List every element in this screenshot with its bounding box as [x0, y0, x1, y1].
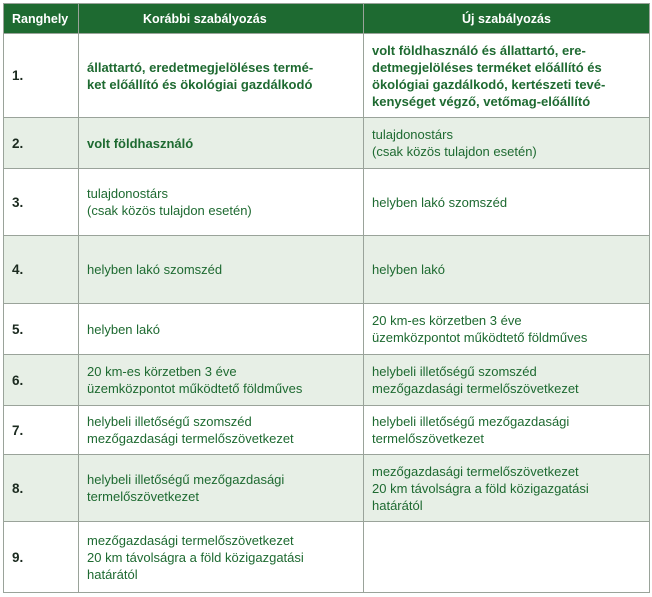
previous-regulation-cell [79, 236, 364, 304]
cell-line: mezőgazdasági termelőszövetkezet [372, 463, 579, 479]
cell-line: volt földhasználó [87, 135, 194, 151]
rank-cell: 7. [4, 406, 79, 455]
cell-line: helyben lakó szomszéd [372, 194, 508, 210]
cell-line: 20 km-es körzetben 3 éve [87, 364, 237, 379]
previous-regulation-cell [79, 169, 364, 236]
rank-cell: 3. [4, 169, 79, 236]
previous-regulation-cell [79, 34, 364, 118]
cell-line: helybeli illetőségű szomszéd [87, 414, 252, 429]
cell-line: mezőgazdasági termelőszövetkezet [87, 532, 294, 548]
previous-regulation-cell [79, 522, 364, 593]
cell-line: helybeli illetőségű mezőgazdasági [372, 414, 570, 429]
column-header-new-regulation: Új szabályozás [364, 4, 650, 34]
rank-cell: 2. [4, 118, 79, 169]
new-regulation-cell [364, 522, 650, 593]
cell-line: 20 km távolságra a föld közigazgatási [87, 549, 304, 565]
cell-line: határától [372, 497, 423, 513]
previous-regulation-cell [79, 304, 364, 355]
cell-line: üzemközpontot működtető földműves [87, 381, 303, 396]
table-row [4, 169, 650, 236]
cell-line: helybeli illetőségű mezőgazdasági [87, 472, 285, 487]
table-row [4, 522, 650, 593]
new-regulation-cell [364, 34, 650, 118]
ranking-comparison-table [3, 3, 650, 593]
previous-regulation-cell [79, 455, 364, 522]
previous-regulation-cell [79, 118, 364, 169]
rank-cell: 9. [4, 522, 79, 593]
table-header-row [4, 4, 650, 34]
new-regulation-cell [364, 169, 650, 236]
cell-line: termelőszövetkezet [372, 431, 484, 446]
rank-cell: 5. [4, 304, 79, 355]
cell-line: ökológiai gazdálkodó, kertészeti tevé- [372, 76, 606, 92]
cell-line: helyben lakó szomszéd [87, 262, 223, 277]
table-row [4, 34, 650, 118]
rank-cell: 4. [4, 236, 79, 304]
rank-cell: 8. [4, 455, 79, 522]
cell-line: állattartó, eredetmegjelöléses termé- [87, 59, 314, 75]
table-row [4, 406, 650, 455]
table-row [4, 455, 650, 522]
table-row [4, 118, 650, 169]
column-header-previous-regulation: Korábbi szabályozás [79, 4, 364, 34]
cell-line: mezőgazdasági termelőszövetkezet [372, 381, 579, 396]
cell-line: üzemközpontot működtető földműves [372, 330, 588, 345]
new-regulation-cell [364, 304, 650, 355]
cell-line: helyben lakó [372, 262, 445, 277]
cell-line: határától [87, 566, 138, 582]
rank-cell: 6. [4, 355, 79, 406]
table-row [4, 304, 650, 355]
new-regulation-cell [364, 455, 650, 522]
previous-regulation-cell [79, 406, 364, 455]
column-header-rank: Ranghely [4, 4, 79, 34]
cell-line: helyben lakó [87, 321, 160, 337]
cell-line: mezőgazdasági termelőszövetkezet [87, 431, 294, 446]
cell-line: 20 km-es körzetben 3 éve [372, 313, 522, 328]
new-regulation-cell [364, 118, 650, 169]
new-regulation-cell [364, 236, 650, 304]
cell-line: tulajdonostárs [87, 186, 168, 201]
rank-cell: 1. [4, 34, 79, 118]
table-row [4, 355, 650, 406]
cell-line: termelőszövetkezet [87, 489, 199, 504]
table-row [4, 236, 650, 304]
cell-line: kenységet végző, vetőmag-előállító [372, 93, 591, 109]
cell-line: 20 km távolságra a föld közigazgatási [372, 480, 589, 496]
cell-line: helybeli illetőségű szomszéd [372, 364, 537, 379]
previous-regulation-cell [79, 355, 364, 406]
cell-line: ket előállító és ökológiai gazdálkodó [87, 76, 313, 92]
cell-line: detmegjelöléses terméket előállító és [372, 59, 602, 75]
new-regulation-cell [364, 406, 650, 455]
regulation-table-wrapper [3, 3, 649, 593]
cell-line: tulajdonostárs [372, 127, 453, 142]
new-regulation-cell [364, 355, 650, 406]
cell-line: (csak közös tulajdon esetén) [372, 144, 537, 159]
cell-line: (csak közös tulajdon esetén) [87, 203, 252, 218]
cell-line: volt földhasználó és állattartó, ere- [372, 42, 586, 58]
